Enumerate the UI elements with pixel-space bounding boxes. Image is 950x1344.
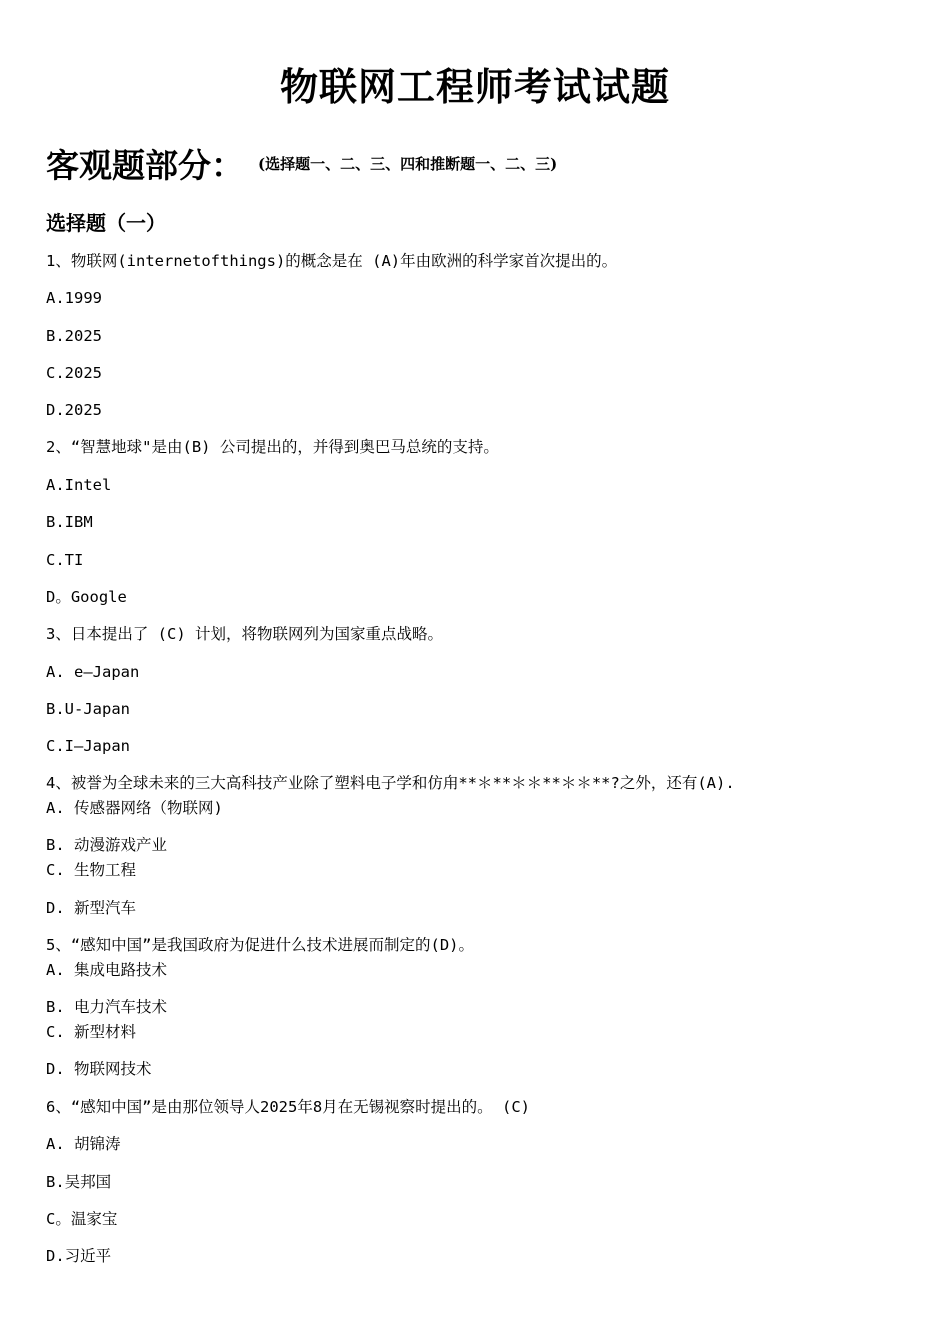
option-line: B.U-Japan bbox=[46, 700, 130, 718]
section-heading: 客观题部分： bbox=[46, 146, 244, 185]
option-line: D.2025 bbox=[46, 401, 102, 419]
section-header bbox=[46, 140, 557, 187]
option-line: B.2025 bbox=[46, 327, 102, 345]
option-line: C. 生物工程 bbox=[46, 861, 136, 879]
option-line: B. 动漫游戏产业 bbox=[46, 836, 167, 854]
question-line: 5、“感知中国”是我国政府为促进什么技术进展而制定的(D)。 bbox=[46, 936, 474, 954]
option-line: B.吴邦国 bbox=[46, 1173, 112, 1191]
question-line: 2、“智慧地球"是由(B) 公司提出的，并得到奥巴马总统的支持。 bbox=[46, 438, 499, 456]
option-line: C。温家宝 bbox=[46, 1210, 118, 1228]
section-note: (选择题一、二、三、四和推断题一、二、三) bbox=[258, 155, 558, 173]
option-line: B.IBM bbox=[46, 513, 93, 531]
question-line: 3、日本提出了 (C) 计划，将物联网列为国家重点战略。 bbox=[46, 625, 443, 643]
option-line: A. 传感器网络（物联网) bbox=[46, 799, 223, 817]
option-line: C. 新型材料 bbox=[46, 1023, 136, 1041]
option-line: A.1999 bbox=[46, 289, 102, 307]
subheading: 选择题（一） bbox=[46, 211, 166, 235]
question-line: 4、被誉为全球未来的三大高科技产业除了塑料电子学和仿甪**＊**＊＊**＊＊**?之外，还有(A). bbox=[46, 774, 735, 792]
option-line: A.Intel bbox=[46, 476, 112, 494]
question-line: 1、物联网(internetofthings)的概念是在 (A)年由欧洲的科学家首次提出的。 bbox=[46, 252, 618, 270]
option-line: D. 新型汽车 bbox=[46, 899, 136, 917]
option-line: C.TI bbox=[46, 551, 84, 569]
option-line: D.习近平 bbox=[46, 1247, 112, 1265]
option-line: B. 电力汽车技术 bbox=[46, 998, 167, 1016]
option-line: A. e—Japan bbox=[46, 663, 140, 681]
question-line: 6、“感知中国”是由那位领导人2025年8月在无锡视察时提出的。 (C) bbox=[46, 1098, 530, 1116]
option-line: D. 物联网技术 bbox=[46, 1060, 152, 1078]
option-line: A. 胡锦涛 bbox=[46, 1135, 121, 1153]
option-line: C.I—Japan bbox=[46, 737, 130, 755]
option-line: D。Google bbox=[46, 588, 127, 606]
option-line: A. 集成电路技术 bbox=[46, 961, 167, 979]
option-line: C.2025 bbox=[46, 364, 102, 382]
page-title: 物联网工程师考试试题 bbox=[279, 65, 670, 109]
